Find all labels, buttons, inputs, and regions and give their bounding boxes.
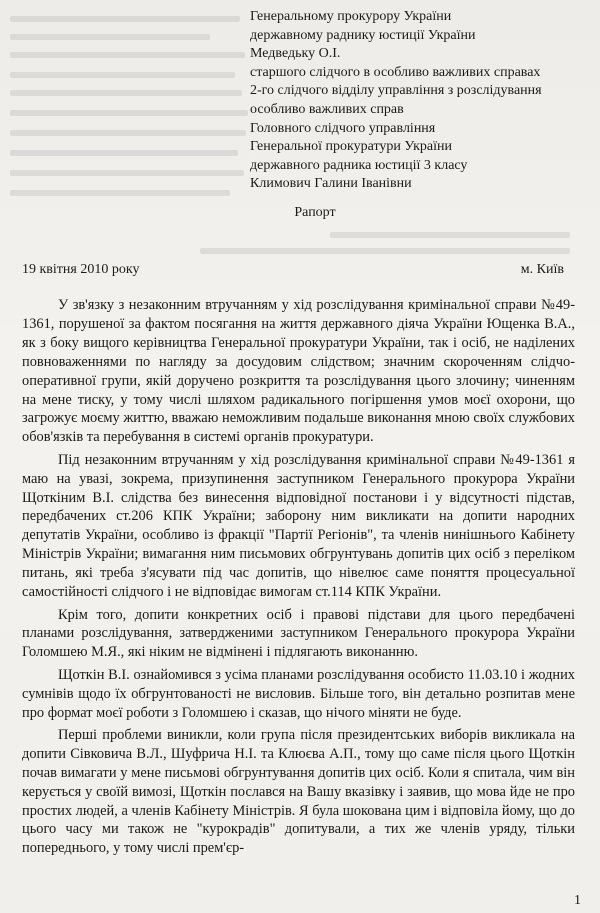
body-paragraph: Крім того, допити конкретних осіб і правові підстави для цього передбачені планами розслідування, затвердженими заступником Генерального прокурора України Голомшею М.Я., які ніким не відмінені і підлягають виконанню.	[22, 606, 575, 661]
document-title: Рапорт	[294, 205, 336, 220]
addressee-line: Головного слідчого управління	[250, 120, 436, 136]
body-paragraph: У зв'язку з незаконним втручанням у хід розслідування кримінальної справи №49-1361, порушеної за фактом посягання на життя державного діяча України Ющенка В.А., як з боку вищого керівництва Генеральної прокуратури України, так і осіб, не наділених повноваженнями по нагляду за досудовим слідством; значним скороченням слідчо-оперативної групи, якій доручено розкриття та розслідування цього злочину; чиненням на мене тиску, у тому числі шляхом радикального погіршення умов моєї охорони, що загрожує моєму життю, вважаю неможливим подальше виконання мною своїх службових обов'язків та перебування в системі органів прокуратури.	[22, 297, 575, 446]
addressee-line: особливо важливих справ	[250, 101, 404, 117]
addressee-line: Медведьку О.І.	[250, 46, 341, 62]
addressee-line: Климович Галини Іванівни	[250, 176, 412, 192]
addressee-line: державному раднику юстиції України	[250, 27, 476, 43]
addressee-line: Генеральної прокуратури України	[250, 139, 452, 155]
document-place: м. Київ	[520, 262, 564, 277]
addressee-line: старшого слідчого в особливо важливих справах	[250, 64, 541, 80]
body-paragraph: Перші проблеми виникли, коли група після президентських виборів викликала на допити Сівковича В.Л., Шуфрича Н.І. та Клюєва А.П., тому що саме після цього Щоткін почав вимагати у мене письмові обгрунтування допитів цих осіб. Коли я спитала, чим він керується у своїй вимозі, Щоткін послався на Вашу вказівку і заявив, що мова йде не про простих людей, а членів Кабінету Міністрів. Я була шокована цим і відповіла йому, що до цього часу ми також не "курокрадів" допитували, а тих же членів уряду, тільки попереднього, у тому числі прем'єр-	[22, 726, 575, 857]
page-number: 1	[574, 893, 581, 908]
body-paragraph: Щоткін В.І. ознайомився з усіма планами розслідування особисто 11.03.10 і жодних сумнівів щодо їх обгрунтованості не висловив. Більше того, він детально розпитав мене про формат моєї роботи з Голомшею і сказав, що нічого міняти не буде.	[22, 666, 575, 721]
addressee-line: державного радника юстиції 3 класу	[250, 157, 468, 173]
addressee-line: 2-го слідчого відділу управління з розслідування	[250, 83, 542, 99]
body-paragraph: Під незаконним втручанням у хід розслідування кримінальної справи №49-1361 я маю на увазі, зокрема, призупинення заступником Генерального прокурора України Щоткіним В.І. слідства без винесення відповідної постанови і у відсутності підстав, передбачених ст.206 КПК України; заборону ним викликати на допити народних депутатів України, особливо із фракції "Партії Регіонів", та членів нинішнього Кабінету Міністрів України; вимагання ним письмових обгрунтувань допитів цих осіб з переліком питань, які треба з'ясувати під час допитів, що нівелює саме поняття процесуальної самостійності слідчого і не відповідає вимогам ст.114 КПК України.	[22, 451, 575, 601]
addressee-line: Генеральному прокурору України	[250, 9, 452, 24]
dateline	[22, 262, 564, 278]
document-date: 19 квітня 2010 року	[22, 262, 140, 277]
addressee-block	[250, 8, 590, 194]
document-body	[22, 296, 575, 862]
